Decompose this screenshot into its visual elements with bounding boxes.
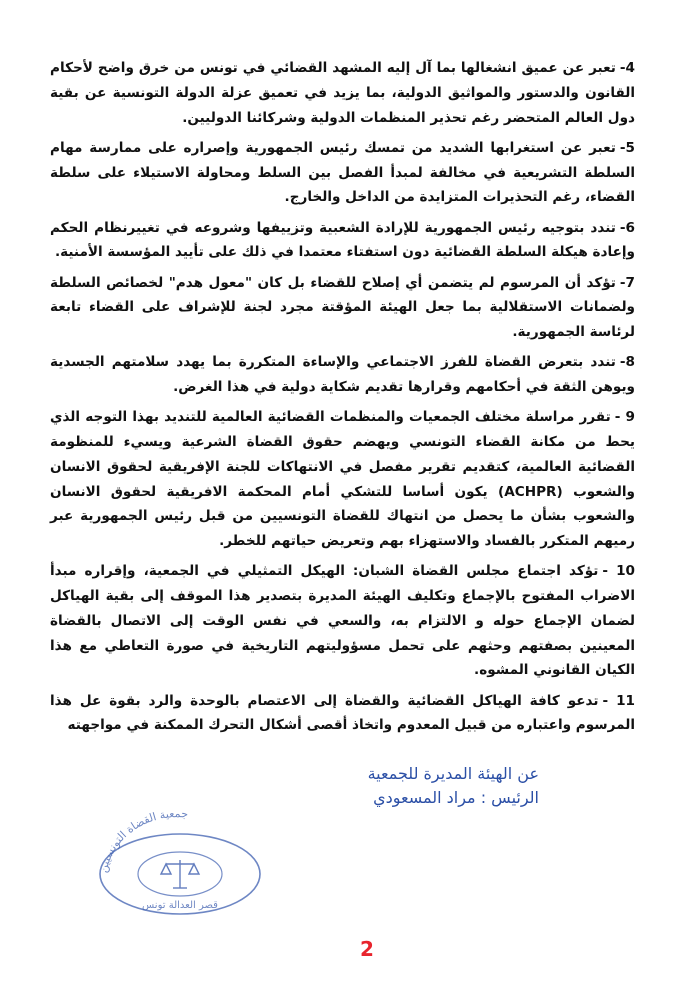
numbered-paragraph <box>50 689 635 739</box>
stamp-inner-text: قصر العدالة تونس <box>142 900 218 911</box>
paragraph-number: 6- <box>619 219 635 236</box>
numbered-paragraph <box>50 405 635 554</box>
paragraph-text: تندد بتوجيه رئيس الجمهورية للإرادة الشعبية وتزييفها وشروعه في تغييرنظام الحكم وإعادة هيكلة السلطة القضائية دون استفتاء معتمدا في ذلك على تأييد المؤسسة الأمنية. <box>50 219 635 261</box>
signature-organization: عن الهيئة المديرة للجمعية <box>367 764 539 783</box>
stamp-arc-text: جمعية القضاة التونسيين <box>96 808 189 874</box>
numbered-paragraph <box>50 271 635 345</box>
paragraph-number: 5- <box>619 139 635 156</box>
signature-block <box>368 762 539 810</box>
paragraph-number: 7- <box>619 274 635 291</box>
numbered-paragraph <box>50 350 635 400</box>
paragraph-number: 11 - <box>602 692 636 709</box>
paragraph-text: تقرر مراسلة مختلف الجمعيات والمنظمات القضائية العالمية للتنديد بهذا التوجه الذي يحط من مكانة القضاء التونسي ويهضم حقوق القضاة الشرعية ويسيء للمنظومة القضائية العالمية، كتقديم تقرير مفصل في الانتهاكات للجنة الإفريقية لحقوق الانسان والشعوب (ACHPR) يكون أساسا للتشكي أمام المحكمة الافريقية لحقوق الانسان والشعوب بشأن ما يحصل من انتهاك للقضاة التونسيين من قبل رئيس الجمهورية عبر رميهم المتكرر بالفساد والاستهزاء بهم وتعريض حياتهم للخطر. <box>50 409 635 549</box>
paragraph-text: تعبر عن عميق انشغالها بما آل إليه المشهد القضائي في تونس من خرق واضح لأحكام القانون والدستور والمواثيق الدولية، بما يزيد في تعميق عزلة الدولة التونسية عن بقية دول العالم المتحضر رغم تحذير المنظمات الدولية وشركائنا الدوليين. <box>50 60 635 126</box>
paragraph-text: تدعو كافة الهياكل القضائية والقضاة إلى الاعتصام بالوحدة والرد بقوة عل هذا المرسوم واعتباره من قبيل المعدوم واتخاذ أقصى أشكال التحرك الممكنة في مواجهته <box>50 692 635 734</box>
official-stamp <box>88 808 270 920</box>
numbered-paragraph <box>50 136 635 210</box>
numbered-paragraph <box>50 56 635 130</box>
paragraph-text: تؤكد أن المرسوم لم يتضمن أي إصلاح للقضاء بل كان "معول هدم" لخصائص السلطة ولضمانات الاستقلالية بما جعل الهيئة المؤقتة مجرد لجنة للإشراف على القضاء تابعة لرئاسة الجمهورية. <box>50 274 635 340</box>
page-number: 2 <box>360 937 374 961</box>
paragraph-text: تؤكد اجتماع مجلس القضاة الشبان: الهيكل التمثيلي في الجمعية، وإقراره مبدأ الاضراب المفتوح بالإجماع وتكليف الهيئة المديرة بتصدير هذا الموقف إلى بقية الهياكل لضمان الإجماع حوله و الالتزام به، والسعي في نفس الوقت إلى الاتصال بالقضاة المعينين بصفتهم وحثهم على تحمل مسؤوليتهم التاريخية في صورة التعاطي مع هذا الكيان القانوني المشوه. <box>50 563 635 679</box>
numbered-paragraph <box>50 216 635 266</box>
paragraph-number: 8- <box>619 354 635 371</box>
document-body <box>50 56 635 744</box>
paragraph-text: تندد بتعرض القضاة للفرز الاجتماعي والإساءة المتكررة بما يهدد سلامتهم الجسدية ويوهن الثقة في أحكامهم وقرارها تقديم شكاية دولية في هذا الغرض. <box>50 354 635 395</box>
signature-president: الرئيس : مراد المسعودي <box>373 788 539 807</box>
scales-of-justice-icon <box>161 860 199 888</box>
numbered-paragraph <box>50 559 635 683</box>
paragraph-number: 4- <box>619 60 635 76</box>
paragraph-number: 10 - <box>602 563 635 580</box>
paragraph-number: 9 - <box>614 409 636 426</box>
paragraph-text: تعبر عن استغرابها الشديد من تمسك رئيس الجمهورية وإصراره على ممارسة مهام السلطة التشريعية في مخالفة لمبدأ الفصل بين السلط ومحاولة الاستيلاء على سلطة القضاء، رغم التحذيرات المتزايدة من الداخل والخارج. <box>50 139 635 206</box>
